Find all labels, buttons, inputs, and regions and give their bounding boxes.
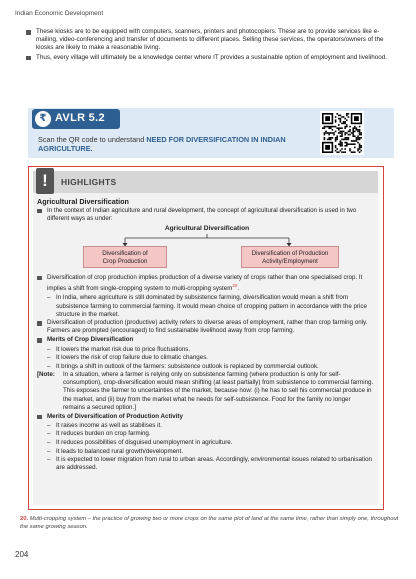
list-item: – It brings a shift in outlook of the farmers: subsistence outlook is replaced by commercial outlook. — [47, 362, 319, 370]
diagram-title: Agricultural Diversification — [164, 225, 250, 233]
footnote: 20. Multi-cropping system – the practice of growing two or more crops on the same plot of land at the same time, rather than simply one, throughout the same growing season. — [20, 516, 399, 530]
square-bullet-icon — [37, 209, 42, 214]
production-activity-box: Diversification of Production Activity/Employment — [241, 246, 339, 268]
list-item: – It is expected to lower migration from rural to urban areas. Accordingly, environmental issues related to urbanisation are addressed. — [47, 456, 372, 472]
list-item: Diversification of production (productive) activity refers to diverse areas of employment, rather than crop farming only. Farmers are prompted (encouraged) to find sustainable livelihood away from crop farming. — [37, 319, 374, 335]
list-item: – It lowers the risk of crop failure due to climatic changes. — [47, 354, 209, 362]
avlr-text: Scan the QR code to understand NEED FOR DIVERSIFICATION IN INDIAN AGRICULTURE. — [38, 135, 286, 154]
qr-code-icon[interactable] — [320, 111, 364, 155]
page-number: 204 — [15, 550, 29, 559]
merits-crop-heading: Merits of Crop Diversification — [37, 336, 374, 344]
list-item: – It reduces possibilities of disguised unemployment in agriculture. — [47, 439, 233, 447]
square-bullet-icon — [37, 415, 42, 420]
list-item: – It reduces burden on crop farming. — [47, 430, 151, 438]
avlr-box — [28, 108, 394, 158]
intro-bullets — [26, 28, 396, 63]
list-item: – It raises income as well as stabilises it. — [47, 421, 162, 429]
square-bullet-icon — [37, 338, 42, 343]
highlights-content — [37, 197, 374, 473]
running-head: Indian Economic Development — [15, 10, 104, 17]
highlights-header — [33, 171, 378, 193]
exclamation-icon: ! — [36, 168, 54, 194]
list-item: In the context of Indian agriculture and rural development, the concept of agricultural diversification is used in two different ways as under: — [37, 207, 374, 223]
square-bullet-icon — [37, 276, 42, 281]
list-item: Thus, every village will ultimately be a knowledge center where IT provides a sustainable option of employment and livelihood. — [26, 54, 396, 62]
highlights-frame — [28, 166, 384, 510]
list-item: – It lowers the market risk due to price fluctuations. — [47, 345, 191, 353]
avlr-title: AVLR 5.2 — [55, 112, 105, 124]
square-bullet-icon — [37, 321, 42, 326]
square-bullet-icon — [26, 56, 31, 61]
list-item: – In India, where agriculture is still dominated by subsistence farming, diversification would mean a shift from subsistence farming to commercial farming. It would mean choice of cropping pattern in accordance with the price structure in the market. — [47, 294, 367, 318]
list-item: – It leads to balanced rural growth/development. — [47, 447, 183, 455]
highlights-panel — [33, 171, 378, 505]
footnote-ref[interactable]: 20 — [232, 283, 238, 289]
list-item: These kiosks are to be equipped with computers, scanners, printers and photocopiers. These are to provide services like e-mailing, video-conferencing and transfer of documents to different places. Selling these services, the operators/owners of the kiosks are likely to make a reasonable living. — [26, 28, 396, 53]
list-item: Diversification of crop production implies production of a diverse variety of crops rather than one specialised crop. It implies a shift from single-cropping system to multi-cropping system$^{20}$. — [37, 274, 374, 293]
avlr-tab — [32, 109, 120, 129]
section-heading: Agricultural Diversification — [37, 197, 129, 206]
crop-production-box: Diversification of Crop Production — [83, 246, 167, 268]
diversification-diagram — [37, 225, 374, 271]
square-bullet-icon — [26, 30, 31, 35]
rupee-icon: ₹ — [35, 111, 51, 127]
note-block: [Note: In a situation, where a farmer is relying only on subsistence farming (where production is only for self-consumption), crop-diversification would mean shifting (at least partially) from subsistence to commercial farming. This exposes the farmer to uncertainties of the market, because now: (i) he has to sell his commercial produce in the market, and (ii) buy from the market what he needs for self-subsistence. Food for the family no longer remains a secured option.] — [37, 371, 374, 411]
highlights-title: HIGHLIGHTS — [61, 177, 117, 187]
merits-production-heading: Merits of Diversification of Production Activity — [37, 413, 374, 421]
